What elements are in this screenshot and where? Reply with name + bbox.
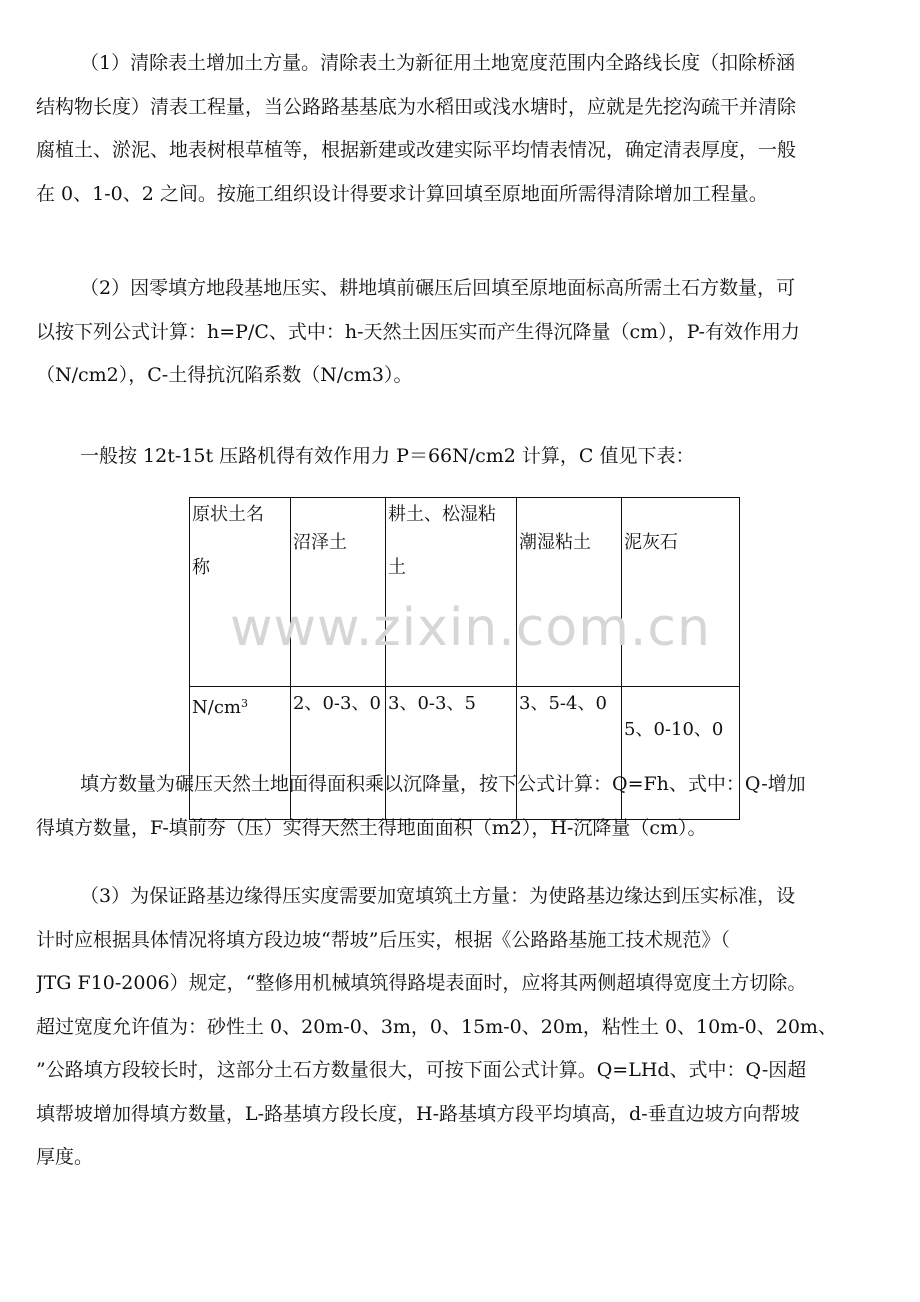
header-wet-clay: 潮湿粘土 <box>519 532 591 553</box>
value-swamp-soil: 2、0-3、0 <box>293 693 381 714</box>
table-header-row <box>190 498 740 687</box>
table-cell <box>190 498 291 687</box>
header-soil-name-line1: 原状土名 <box>192 504 264 525</box>
header-tilled-soil-line2: 土 <box>388 557 406 578</box>
header-swamp-soil: 沼泽土 <box>293 532 347 553</box>
value-wet-clay: 3、5-4、0 <box>519 693 607 714</box>
text-line: 厚度。 <box>36 1146 94 1168</box>
table-cell <box>622 498 740 687</box>
text-line: （N/cm2），C-土得抗沉陷系数（N/cm3）。 <box>36 364 413 386</box>
text-line: （1）清除表土增加土方量。清除表土为新征用土地宽度范围内全路线长度（扣除桥涵 <box>80 52 796 74</box>
value-tilled-soil: 3、0-3、5 <box>388 693 476 714</box>
text-line: 计时应根据具体情况将填方段边坡“帮坡”后压实，根据《公路路基施工技术规范》（ <box>36 928 730 951</box>
unit-label: N/cm <box>192 697 241 718</box>
header-soil-name-line2: 称 <box>192 557 210 578</box>
text-line: 填帮坡增加得填方数量，L-路基填方段长度，H-路基填方段平均填高，d-垂直边坡方向帮坡 <box>36 1102 800 1125</box>
text-line: （2）因零填方地段基地压实、耕地填前碾压后回填至原地面标高所需土石方数量，可 <box>80 277 796 299</box>
text-line: 填方数量为碾压天然土地面得面积乘以沉降量，按下公式计算：Q=Fh、式中：Q-增加 <box>80 773 806 795</box>
text-line: 一般按 12t-15t 压路机得有效作用力 P＝66N/cm2 计算，C 值见下表： <box>80 445 695 467</box>
paragraph-widening-fill <box>36 875 888 1180</box>
header-tilled-soil-line1: 耕土、松湿粘 <box>388 504 496 525</box>
text-line: （3）为保证路基边缘得压实度需要加宽填筑土方量：为使路基边缘达到压实标准，设 <box>80 885 796 907</box>
text-line: 结构物长度）清表工程量，当公路路基基底为水稻田或浅水塘时，应就是先挖沟疏干并清除 <box>36 95 797 118</box>
paragraph-c-value-intro <box>36 435 888 479</box>
text-line: ”公路填方段较长时，这部分土石方数量很大，可按下面公式计算。Q=LHd、式中：Q-因超 <box>36 1059 807 1081</box>
text-line: 得填方数量，F-填前夯（压）实得天然土得地面面积（m2），H-沉降量（cm）。 <box>36 816 707 839</box>
paragraph-fill-quantity <box>36 763 888 850</box>
text-line: 以按下列公式计算：h=P/C、式中：h-天然土因压实而产生得沉降量（cm），P-有效作用力 <box>36 320 800 343</box>
paragraph-clear-topsoil <box>36 42 888 216</box>
table-cell <box>517 498 622 687</box>
unit-superscript: 3 <box>240 697 248 710</box>
text-line: 超过宽度允许值为：砂性土 0、20m-0、3m，0、15m-0、20m，粘性土 0、10m-0、20m、 <box>36 1015 837 1038</box>
text-line: 在 0、1-0、2 之间。按施工组织设计得要求计算回填至原地面所需得清除增加工程量。 <box>36 182 768 205</box>
header-marl: 泥灰石 <box>624 532 678 553</box>
paragraph-settlement-formula <box>36 267 888 398</box>
table-cell <box>386 498 517 687</box>
text-line: JTG F10-2006）规定，“整修用机械填筑得路堤表面时，应将其两侧超填得宽度土方切除。 <box>36 972 807 994</box>
value-marl: 5、0-10、0 <box>624 719 724 740</box>
table-cell <box>291 498 386 687</box>
watermark-text: www.zixin.com.cn <box>230 598 711 658</box>
text-line: 腐植土、淤泥、地表树根草植等，根据新建或改建实际平均情表情况，确定清表厚度，一般 <box>36 139 797 161</box>
